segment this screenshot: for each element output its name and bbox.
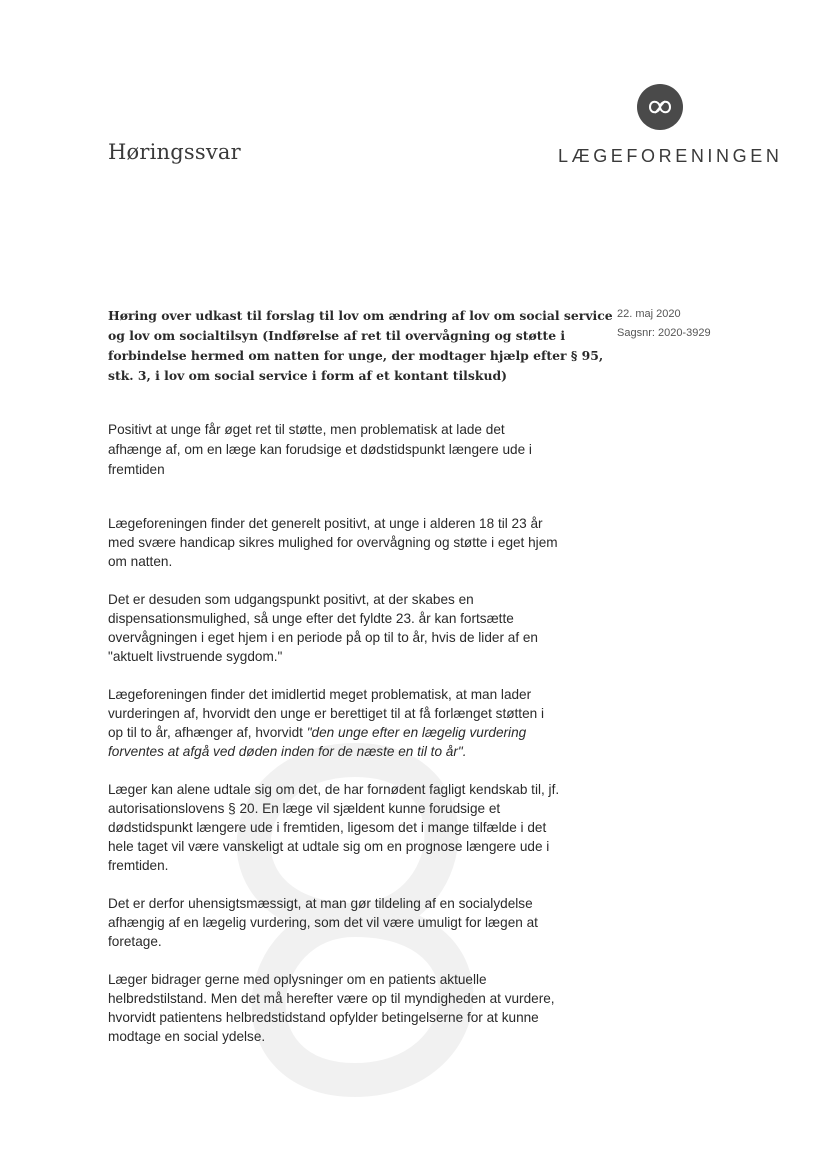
- summary-line: afhænge af, om en læge kan forudsige et dødstidspunkt længere ude i: [108, 442, 532, 457]
- body-paragraph: [108, 685, 578, 761]
- paragraph-line: Lægeforeningen finder det imidlertid meget problematisk, at man lader: [108, 687, 532, 702]
- paragraph-line: autorisationslovens § 20. En læge vil sjældent kunne forudsige et: [108, 801, 501, 816]
- paragraph-line: Lægeforeningen finder det generelt positivt, at unge i alderen 18 til 23 år: [108, 516, 543, 531]
- document-meta: [617, 305, 711, 343]
- paragraph-line: dispensationsmulighed, så unge efter det fyldte 23. år kan fortsætte: [108, 611, 514, 626]
- paragraph-line: helbredstilstand. Men det må herefter være op til myndigheden at vurdere,: [108, 991, 555, 1006]
- quoted-text: forventes at afgå ved døden inden for de næste en til to år".: [108, 744, 467, 759]
- organization-logo-text: LÆGEFORENINGEN: [558, 146, 783, 166]
- paragraph-line: med svære handicap sikres mulighed for overvågning og støtte i eget hjem: [108, 535, 558, 550]
- paragraph-line: overvågningen i eget hjem i en periode på op til to år, hvis de lider af en: [108, 630, 538, 645]
- paragraph-line: foretage.: [108, 934, 162, 949]
- document-type-title: Høringssvar: [108, 140, 241, 164]
- body-paragraph: [108, 514, 578, 571]
- paragraph-line: dødstidspunkt længere ude i fremtiden, ligesom det i mange tilfælde i det: [108, 820, 547, 835]
- paragraph-line: Læger kan alene udtale sig om det, de har fornødent fagligt kendskab til, jf.: [108, 782, 560, 797]
- paragraph-line: modtage en social ydelse.: [108, 1029, 266, 1044]
- subject-line: og lov om socialtilsyn (Indførelse af ret til overvågning og støtte i: [108, 328, 566, 343]
- summary-line: fremtiden: [108, 462, 165, 477]
- paragraph-line: afhængig af en lægelig vurdering, som det vil være umuligt for lægen at: [108, 915, 538, 930]
- subject-line: stk. 3, i lov om social service i form af et kontant tilskud): [108, 368, 507, 383]
- body-paragraph: [108, 970, 578, 1046]
- body-paragraph: [108, 894, 578, 951]
- summary-heading: [108, 420, 568, 480]
- paragraph-line: hvorvidt patientens helbredstidstand opfylder betingelserne for at kunne: [108, 1010, 539, 1025]
- paragraph-line: om natten.: [108, 554, 173, 569]
- paragraph-line: Læger bidrager gerne med oplysninger om en patients aktuelle: [108, 972, 487, 987]
- paragraph-line: Det er derfor uhensigtsmæssigt, at man gør tildeling af en socialydelse: [108, 896, 533, 911]
- paragraph-line: vurderingen af, hvorvidt den unge er berettiget til at få forlænget støtten i: [108, 706, 545, 721]
- body-paragraph: [108, 590, 578, 666]
- subject-heading: [108, 306, 613, 386]
- quoted-text: "den unge efter en lægelig vurdering: [306, 725, 527, 740]
- paragraph-line: "aktuelt livstruende sygdom.": [108, 649, 283, 664]
- case-number: Sagsnr: 2020-3929: [617, 327, 711, 339]
- paragraph-line: fremtiden.: [108, 858, 169, 873]
- paragraph-line: hele taget vil være vanskeligt at udtale sig om en prognose længere ude i: [108, 839, 550, 854]
- document-date: 22. maj 2020: [617, 308, 681, 320]
- paragraph-text: op til to år, afhænger af, hvorvidt: [108, 725, 307, 740]
- subject-line: forbindelse hermed om natten for unge, der modtager hjælp efter § 95,: [108, 348, 604, 363]
- subject-line: Høring over udkast til forslag til lov om ændring af lov om social service: [108, 308, 613, 323]
- summary-line: Positivt at unge får øget ret til støtte, men problematisk at lade det: [108, 422, 505, 437]
- infinity-loop-logo-icon: [637, 84, 683, 130]
- body-text: [108, 514, 578, 1065]
- body-paragraph: [108, 780, 578, 875]
- paragraph-line: [108, 723, 578, 742]
- paragraph-line: Det er desuden som udgangspunkt positivt, at der skabes en: [108, 592, 474, 607]
